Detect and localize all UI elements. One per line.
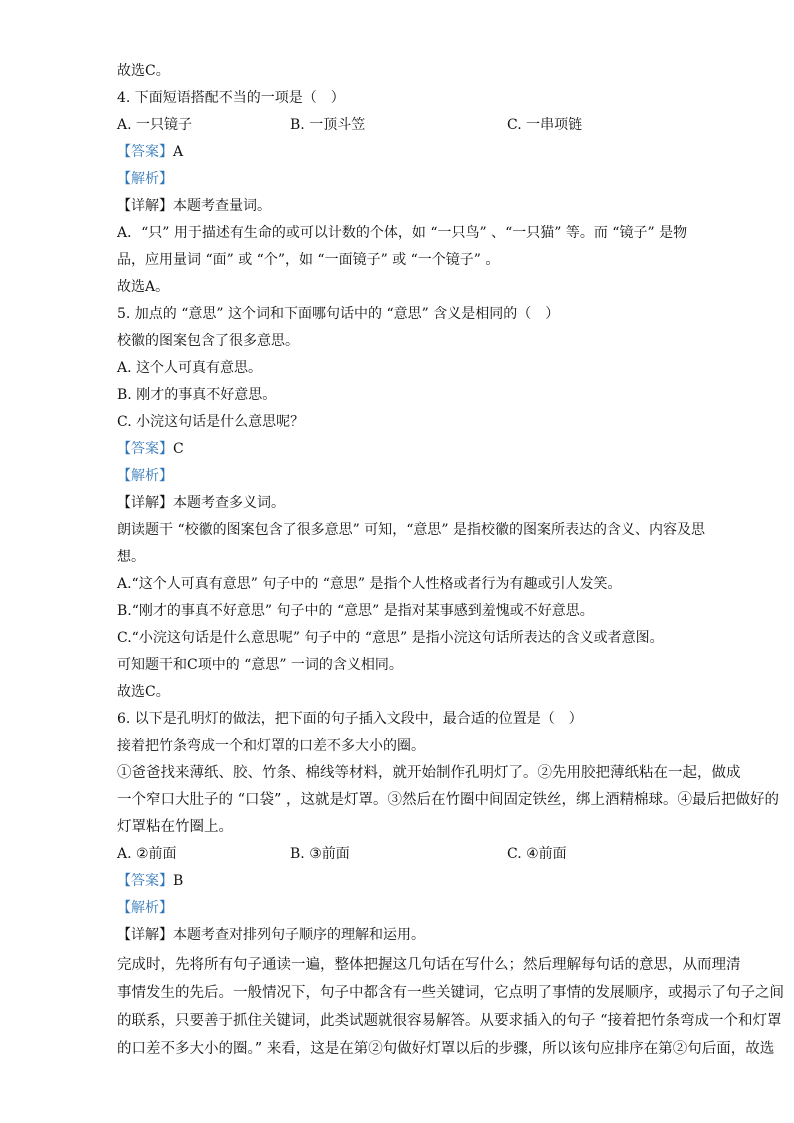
answer-tag: 【答案】	[117, 441, 173, 457]
answer-value: C	[173, 441, 184, 457]
q6-paragraph-line2: 事情发生的先后。一般情况下，句子中都含有一些关键词，它点明了事情的发展顺序，或揭示了句子之间	[117, 985, 784, 1001]
q5-sentence: 校徽的图案包含了很多意思。	[117, 333, 299, 349]
q4-option-a: A. 一只镜子	[117, 117, 193, 133]
q6-sentence: 接着把竹条弯成一个和灯罩的口差不多大小的圈。	[117, 738, 425, 754]
q5-answer	[117, 439, 184, 459]
q6-option-c: C. ④前面	[507, 846, 567, 862]
q5-summary: 可知题干和C项中的 “意思” 一词的含义相同。	[117, 657, 403, 673]
q3-conclusion: 故选C。	[117, 63, 170, 79]
q4-analysis-tag: 【解析】	[117, 171, 173, 187]
q4-stem: 4. 下面短语搭配不当的一项是（ ）	[117, 90, 345, 106]
q6-paragraph-line1: 完成时，先将所有句子通读一遍，整体把握这几句话在写什么；然后理解每句话的意思，从而理清	[117, 957, 741, 973]
detail-text: 本题考查对排列句子顺序的理解和运用。	[173, 927, 425, 943]
q5-explanation-b: B.“刚才的事真不好意思” 句子中的 “意思” 是指对某事感到羞愧或不好意思。	[117, 603, 594, 619]
q4-option-c: C. 一串项链	[507, 117, 583, 133]
q5-explanation-c: C.“小浣这句话是什么意思呢” 句子中的 “意思” 是指小浣这句话所表达的含义或者意图。	[117, 630, 664, 646]
q6-option-a: A. ②前面	[117, 846, 177, 862]
q6-paragraph-line3: 的联系，只要善于抓住关键词，此类试题就很容易解答。从要求插入的句子 “接着把竹条弯成一个和灯罩	[117, 1013, 782, 1029]
q5-option-c: C. 小浣这句话是什么意思呢？	[117, 414, 305, 430]
q6-text-line2: 一个窄口大肚子的 “口袋” ，这就是灯罩。③然后在竹圈中间固定铁丝，绑上酒精棉球。④最后把做好的	[117, 792, 780, 808]
q5-para2: 想。	[117, 549, 145, 565]
q5-detail	[117, 493, 285, 513]
q4-answer	[117, 142, 183, 162]
q5-stem: 5. 加点的 “意思” 这个词和下面哪句话中的 “意思” 含义是相同的（ ）	[117, 306, 560, 322]
q5-option-b: B. 刚才的事真不好意思。	[117, 387, 277, 403]
answer-tag: 【答案】	[117, 144, 173, 160]
detail-text: 本题考查多义词。	[173, 495, 285, 511]
q4-para2: 品，应用量词 “面” 或 “个”，如 “一面镜子” 或 “一个镜子” 。	[117, 252, 500, 268]
q6-paragraph-line4: 的口差不多大小的圈。” 来看，这是在第②句做好灯罩以后的步骤，所以该句应排序在第②句后面，故选	[117, 1041, 775, 1057]
answer-value: B	[173, 873, 184, 889]
q4-option-b: B. 一顶斗笠	[290, 117, 366, 133]
q6-option-b: B. ③前面	[290, 846, 350, 862]
q4-detail	[117, 196, 271, 216]
detail-tag: 【详解】	[117, 927, 173, 943]
detail-tag: 【详解】	[117, 198, 173, 214]
q6-stem: 6. 以下是孔明灯的做法，把下面的句子插入文段中，最合适的位置是（ ）	[117, 711, 583, 727]
q5-analysis-tag: 【解析】	[117, 468, 173, 484]
answer-value: A	[173, 144, 184, 160]
detail-text: 本题考查量词。	[173, 198, 271, 214]
q6-text-line1: ①爸爸找来薄纸、胶、竹条、棉线等材料，就开始制作孔明灯了。②先用胶把薄纸粘在一起，做成	[117, 765, 741, 781]
q5-explanation-a: A.“这个人可真有意思” 句子中的 “意思” 是指个人性格或者行为有趣或引人发笑。	[117, 576, 622, 592]
q6-text-line3: 灯罩粘在竹圈上。	[117, 819, 233, 835]
q5-option-a: A. 这个人可真有意思。	[117, 360, 263, 376]
q6-detail	[117, 925, 425, 945]
q6-analysis-tag: 【解析】	[117, 900, 173, 916]
q6-answer	[117, 871, 183, 891]
q5-conclusion: 故选C。	[117, 684, 170, 700]
answer-tag: 【答案】	[117, 873, 173, 889]
q4-conclusion: 故选A。	[117, 279, 170, 295]
q5-para1: 朗读题干 “校徽的图案包含了很多意思” 可知，“意思” 是指校徽的图案所表达的含义、内容及思	[117, 522, 705, 538]
q4-para1: A．“只” 用于描述有生命的或可以计数的个体，如 “一只鸟” 、“一只猫” 等。而 “镜子” 是物	[117, 225, 688, 241]
detail-tag: 【详解】	[117, 495, 173, 511]
